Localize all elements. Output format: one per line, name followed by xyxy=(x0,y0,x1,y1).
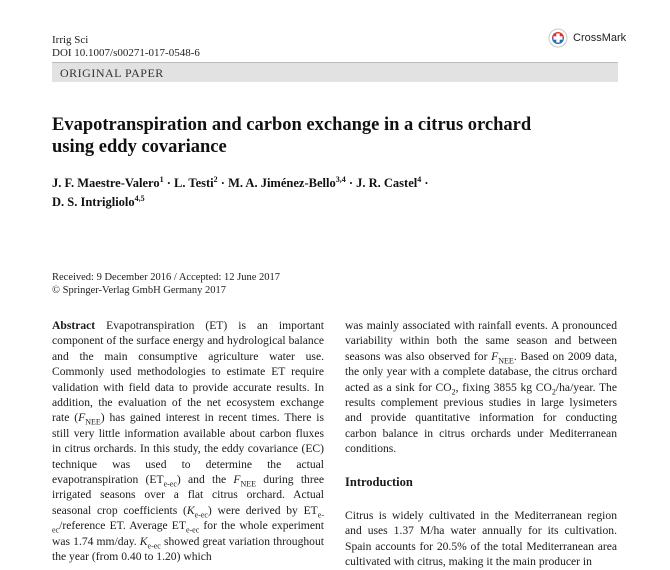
subscript-nee: NEE xyxy=(240,479,257,489)
abstract-continued xyxy=(345,318,617,457)
subscript-ec: e-ec xyxy=(147,541,161,550)
abstract-part: during three irrigated seasons over a flat citrus orchard. Actual seasonal crop coefficients ( xyxy=(52,473,324,517)
abstract-part: Evapotranspiration (ET) is an important component of the surface energy and hydrological balance and the main consumptive agriculture water use. Commonly used methodologies to estimate ET require validation with field data to provide accurate results. In addition, the evaluation of the net ecosystem exchange rate ( xyxy=(52,319,324,425)
copyright: © Springer-Verlag GmbH Germany 2017 xyxy=(52,285,226,296)
doi[interactable]: DOI 10.1007/s00271-017-0548-6 xyxy=(52,47,200,59)
journal-name: Irrig Sci xyxy=(52,34,89,46)
subscript-ec: e-ec xyxy=(52,510,324,535)
symbol-f: F xyxy=(78,411,86,425)
author-affiliation: 1 xyxy=(159,175,164,184)
section-heading-introduction: Introduction xyxy=(345,474,413,489)
abstract-text xyxy=(52,318,324,565)
author-affiliation: 4 xyxy=(417,175,422,184)
abstract-part: /reference ET. Average ET xyxy=(59,519,186,533)
symbol-k: K xyxy=(186,503,195,517)
title-line-1: Evapotranspiration and carbon exchange in a citrus orchard xyxy=(52,115,532,135)
author-name[interactable]: D. S. Intrigliolo xyxy=(52,195,135,210)
abstract xyxy=(52,318,324,565)
subscript-ec: e-ec xyxy=(185,525,200,535)
abstract-part: for the whole experiment was 1.74 mm/day. xyxy=(52,519,324,548)
subscript-2: 2 xyxy=(451,386,456,396)
symbol-f: F xyxy=(491,349,499,363)
subscript-ec: e-ec xyxy=(163,479,177,489)
author-name[interactable]: M. A. Jiménez-Bello xyxy=(228,176,336,191)
abstract-part: ) and the xyxy=(176,473,234,487)
author-name[interactable]: L. Testi xyxy=(174,176,214,191)
crossmark-badge[interactable] xyxy=(548,28,626,48)
subscript-nee: NEE xyxy=(85,417,101,427)
author-affiliation: 2 xyxy=(213,175,218,184)
article-type-banner: ORIGINAL PAPER xyxy=(52,62,618,82)
author-affiliation: 4,5 xyxy=(134,194,145,204)
abstract-part: , fixing 3855 kg CO xyxy=(455,380,552,394)
subscript-2: 2 xyxy=(551,386,556,396)
abstract-part: showed great variation throughout the year (from 0.40 to 1.20) which xyxy=(52,534,324,564)
author-name[interactable]: J. R. Castel xyxy=(356,176,418,191)
abstract-part: ) were derived by ET xyxy=(207,503,318,517)
symbol-k: K xyxy=(139,534,148,548)
introduction-text: Citrus is widely cultivated in the Mediterranean region and uses 1.37 M/ha water annually for its cultivation. Spain accounts for 20.5% of the total Mediterranean area cultivated with citrus, making it the main producer in xyxy=(345,509,617,569)
author-affiliation: 3,4 xyxy=(335,175,346,184)
publication-dates xyxy=(52,271,280,297)
symbol-f: F xyxy=(233,473,241,487)
author-list: J. F. Maestre-Valero$^1$ · L. Testi$^2$ · M. A. Jiménez-Bello$^{3,4}$ · J. R. Castel$^4$ · D. S. Intrigliolo$^{4,5}$ xyxy=(52,175,429,210)
received-accepted: Received: 9 December 2016 / Accepted: 12 June 2017 xyxy=(52,272,281,283)
crossmark-label: CrossMark xyxy=(573,32,627,44)
abstract-part: ) has gained interest in recent times. There is still very little information available about carbon fluxes in citrus orchards. In this study, the eddy covariance (EC) technique was used to determine the actual evapotranspiration (ET xyxy=(52,411,324,487)
abstract-part: was mainly associated with rainfall events. A pronounced variability within both the same season and between seasons was also observed for xyxy=(345,319,617,363)
crossmark-icon xyxy=(548,28,568,48)
abstract-part: . Based on 2009 data, the only year with a complete database, the citrus orchard acted as a sink for CO xyxy=(345,349,617,394)
subscript-nee: NEE xyxy=(498,356,514,366)
right-column xyxy=(345,318,617,570)
paper-title xyxy=(52,114,572,158)
abstract-part: /ha/year. The results complement previous studies in large lysimeters and provide quantitative information for conducting carbon balance in citrus orchards under Mediterranean conditions. xyxy=(345,380,618,456)
author-name[interactable]: J. F. Maestre-Valero xyxy=(52,176,160,191)
abstract-label: Abstract xyxy=(52,319,96,332)
title-line-2: using eddy covariance xyxy=(52,137,227,157)
subscript-ec: e-ec xyxy=(194,510,208,520)
